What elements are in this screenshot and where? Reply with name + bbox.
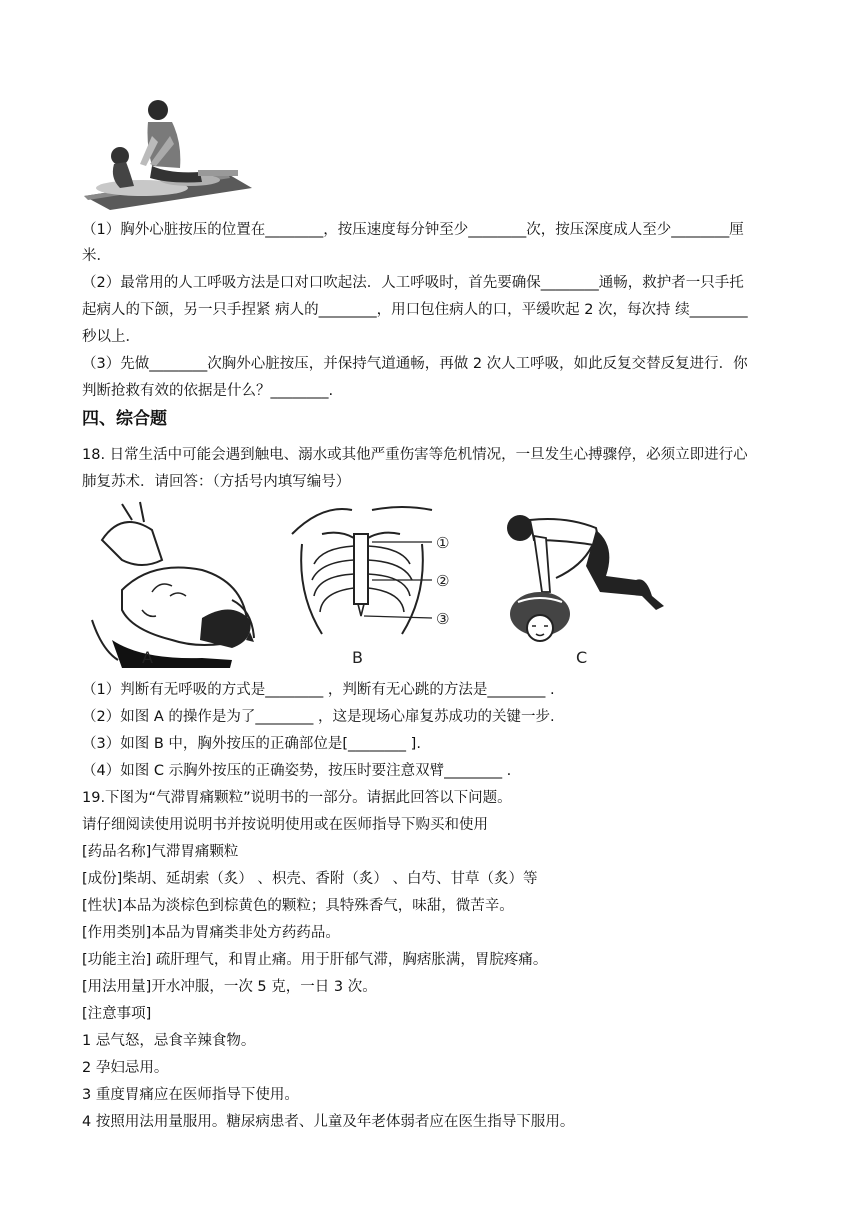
q17-part2-line3: 秒以上． xyxy=(82,329,140,345)
q18-intro-line2: 肺复苏术．请回答：（方括号内填写编号） xyxy=(82,474,351,490)
q19-ingredients: [成份]柴胡、延胡索（炙） 、枳壳、香附（炙） 、白芍、甘草（炙）等 xyxy=(82,871,538,887)
q18-intro-line1: 18. 日常生活中可能会遇到触电、溺水或其他严重伤害等危机情况，一旦发生心搏骤停，必须立即进行心 xyxy=(82,447,748,463)
figure-a-head-tilt xyxy=(82,500,262,672)
q19-intro: 19.下图为“气滞胃痛颗粒”说明书的一部分。请据此回答以下问题。 xyxy=(82,790,512,806)
cpr-photo-figure xyxy=(80,92,252,210)
q19-caution-2: 2 孕妇忌用。 xyxy=(82,1060,169,1076)
figure-b-rib-cage xyxy=(282,504,472,650)
q17-part3-line2: 判断抢救有效的依据是什么？________. xyxy=(82,383,334,399)
svg-text:③: ③ xyxy=(436,610,450,628)
q19-category: [作用类别]本品为胃痛类非处方药药品。 xyxy=(82,925,340,941)
q17-part2-line2: 起病人的下颌，另一只手捏紧 病人的________，用口包住病人的口，平缓吹起 2 次，每次持 续________ xyxy=(82,302,748,318)
figure-c-compression-posture xyxy=(496,506,672,646)
q19-caution-3: 3 重度胃痛应在医师指导下使用。 xyxy=(82,1087,299,1103)
q17-part1-line1: （1）胸外心脏按压的位置在________，按压速度每分钟至少________次，按压深度成人至少________厘 xyxy=(82,222,744,238)
svg-text:A: A xyxy=(142,648,153,667)
svg-text:C: C xyxy=(576,648,588,667)
q17-part2-line1: （2）最常用的人工呼吸方法是口对口吹起法．人工呼吸时，首先要确保________通畅，救护者一只手托 xyxy=(82,275,744,291)
svg-text:①: ① xyxy=(436,534,450,552)
q17-part3-line1: （3）先做________次胸外心脏按压，并保持气道通畅，再做 2 次人工呼吸，如此反复交替反复进行．你 xyxy=(82,356,748,372)
q19-character: [性状]本品为淡棕色到棕黄色的颗粒；具特殊香气，味甜，微苦辛。 xyxy=(82,898,514,914)
q18-question4: （4）如图 C 示胸外按压的正确姿势，按压时要注意双臂________ . xyxy=(82,763,512,779)
svg-text:②: ② xyxy=(436,572,450,590)
q19-caution-1: 1 忌气怒，忌食辛辣食物。 xyxy=(82,1033,256,1049)
q19-usage: [用法用量]开水冲服，一次 5 克，一日 3 次。 xyxy=(82,979,377,995)
figure-a-caption xyxy=(140,646,164,668)
figure-c-caption xyxy=(574,646,598,668)
q19-drug-name: [药品名称]气滞胃痛颗粒 xyxy=(82,844,239,860)
q18-question2: （2）如图 A 的操作是为了________ ，这是现场心扉复苏成功的关键一步. xyxy=(82,709,555,725)
figure-b-caption xyxy=(350,646,374,668)
q18-question3: （3）如图 B 中，胸外按压的正确部位是[________ ]. xyxy=(82,736,421,752)
q17-part1-line2: 米． xyxy=(82,248,111,264)
section-heading: 四、综合题 xyxy=(82,409,167,429)
q19-notice: 请仔细阅读使用说明书并按说明使用或在医师指导下购买和使用 xyxy=(82,817,488,833)
q18-question1: （1）判断有无呼吸的方式是________ ，判断有无心跳的方法是________ . xyxy=(82,682,555,698)
svg-text:B: B xyxy=(352,648,363,667)
q19-caution-4: 4 按照用法用量服用。糖尿病患者、儿童及年老体弱者应在医生指导下服用。 xyxy=(82,1114,575,1130)
q19-cautions-title: [注意事项] xyxy=(82,1006,152,1022)
q19-function: [功能主治] 疏肝理气，和胃止痛。用于肝郁气滞，胸痞胀满，胃脘疼痛。 xyxy=(82,952,548,968)
